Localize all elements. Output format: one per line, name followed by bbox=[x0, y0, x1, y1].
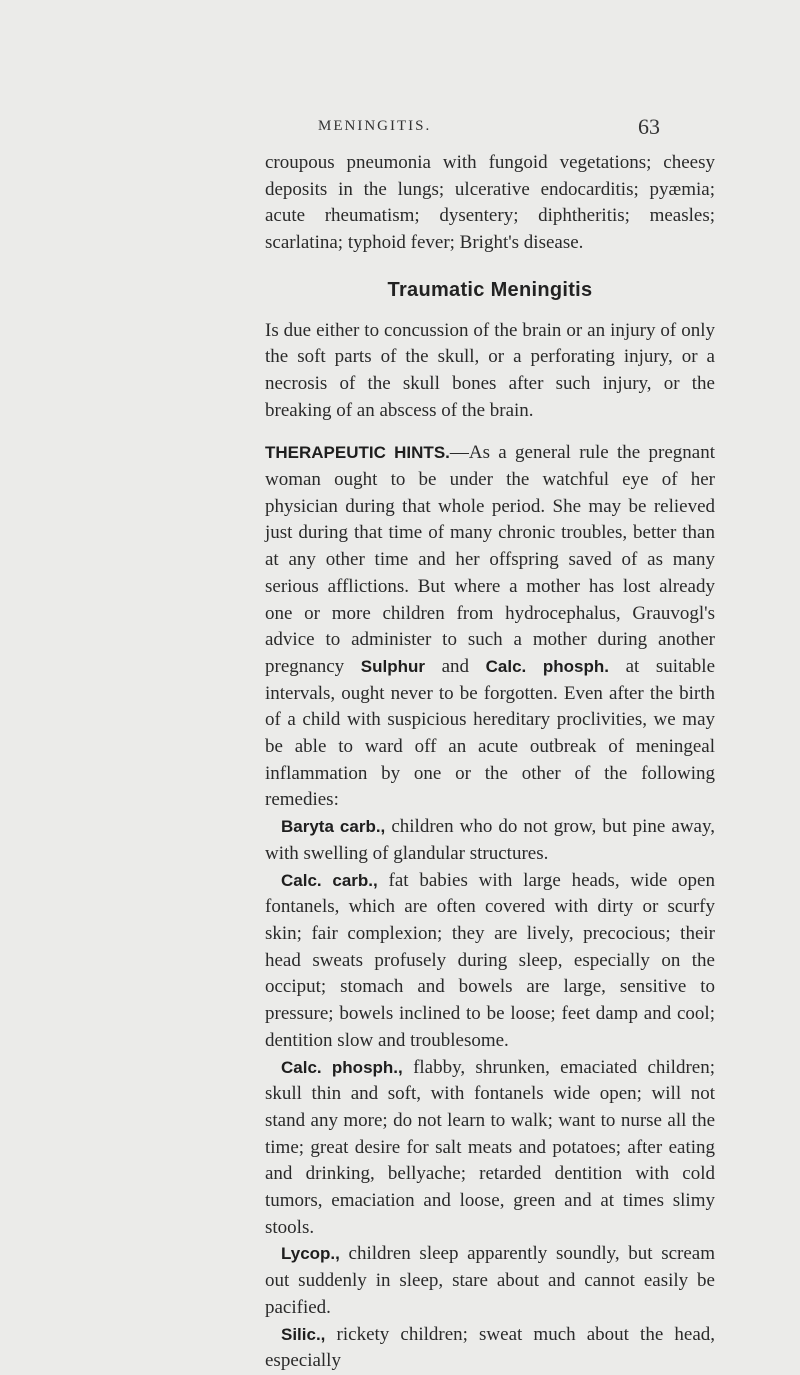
remedy-entry bbox=[265, 868, 715, 1055]
therapeutic-text-c: at suitable intervals, ought never to be forgotten. Even after the birth of a child with suspicious hereditary proclivities, we may be able to ward off an acute outbreak of meningeal inflammation by one or the other of the following remedies: bbox=[265, 655, 716, 811]
paragraph-gap bbox=[265, 424, 715, 440]
running-title: MENINGITIS. bbox=[318, 118, 432, 134]
therapeutic-text-a: —As a general rule the pregnant woman ought to be under the watchful eye of her physician during that whole period. She may be relieved just during that time of many chronic troubles, better than at any other time and her offspring saved of as many serious afflictions. But where a mother has lost already one or more children from hydrocephalus, Grauvogl's advice to administer to such a mother during another pregnancy bbox=[265, 442, 715, 677]
intro-paragraph: croupous pneumonia with fungoid vegetations; cheesy deposits in the lungs; ulcerative endocarditis; pyæmia; acute rheumatism; dysentery; diphtheritis; measles; scarlatina; typhoid fever; Bright's disease. bbox=[265, 152, 715, 254]
remedy-description: fat babies with large heads, wide open fontanels, which are often covered with dirty or scurfy skin; fair complexion; they are lively, precocious; their head sweats profusely during sleep, especially on the occiput; stomach and bowels are large, sensitive to pressure; bowels inclined to be loose; feet damp and cool; dentition slow and troublesome. bbox=[265, 869, 715, 1051]
remedy-entry bbox=[265, 1322, 715, 1375]
remedy-entry bbox=[265, 1055, 715, 1242]
page-header bbox=[0, 114, 800, 142]
remedy-description: rickety children; sweat much about the head, especially bbox=[265, 1323, 715, 1372]
therapeutic-label: THERAPEUTIC HINTS. bbox=[265, 443, 450, 463]
therapeutic-text-b: and bbox=[424, 655, 486, 677]
remedy-name: Baryta carb., bbox=[281, 817, 386, 837]
traumatic-paragraph: Is due either to concussion of the brain or an injury of only the soft parts of the skull, or a perforating injury, or a necrosis of the skull bones after such injury, or the breaking of an abscess of the brain. bbox=[265, 319, 715, 421]
remedy-name: Calc. phosph., bbox=[281, 1057, 403, 1077]
remedy-description: flabby, shrunken, emaciated children; skull thin and soft, with fontanels wide open; will not stand any more; do not learn to walk; want to nurse all the time; great desire for salt meats and potatoes; after eating and drinking, bellyache; retarded dentition with cold tumors, emaciation and loose, green and at times slimy stools. bbox=[265, 1056, 715, 1238]
remedy-name: Lycop., bbox=[281, 1244, 340, 1264]
remedy-calc-phosph: Calc. phosph. bbox=[485, 656, 609, 676]
section-heading: Traumatic Meningitis bbox=[387, 278, 593, 301]
remedy-entry bbox=[265, 1241, 715, 1321]
remedy-name: Silic., bbox=[281, 1324, 326, 1344]
remedy-description: children sleep apparently soundly, but scream out suddenly in sleep, stare about and cannot easily be pacified. bbox=[265, 1243, 715, 1318]
remedy-description: children who do not grow, but pine away, with swelling of glandular structures. bbox=[265, 816, 715, 864]
remedy-name: Calc. carb., bbox=[281, 870, 378, 890]
body-text bbox=[265, 150, 715, 1375]
page-number: 63 bbox=[638, 114, 660, 139]
therapeutic-paragraph bbox=[265, 440, 715, 814]
remedy-sulphur: Sulphur bbox=[360, 656, 425, 676]
remedy-entry bbox=[265, 814, 715, 867]
